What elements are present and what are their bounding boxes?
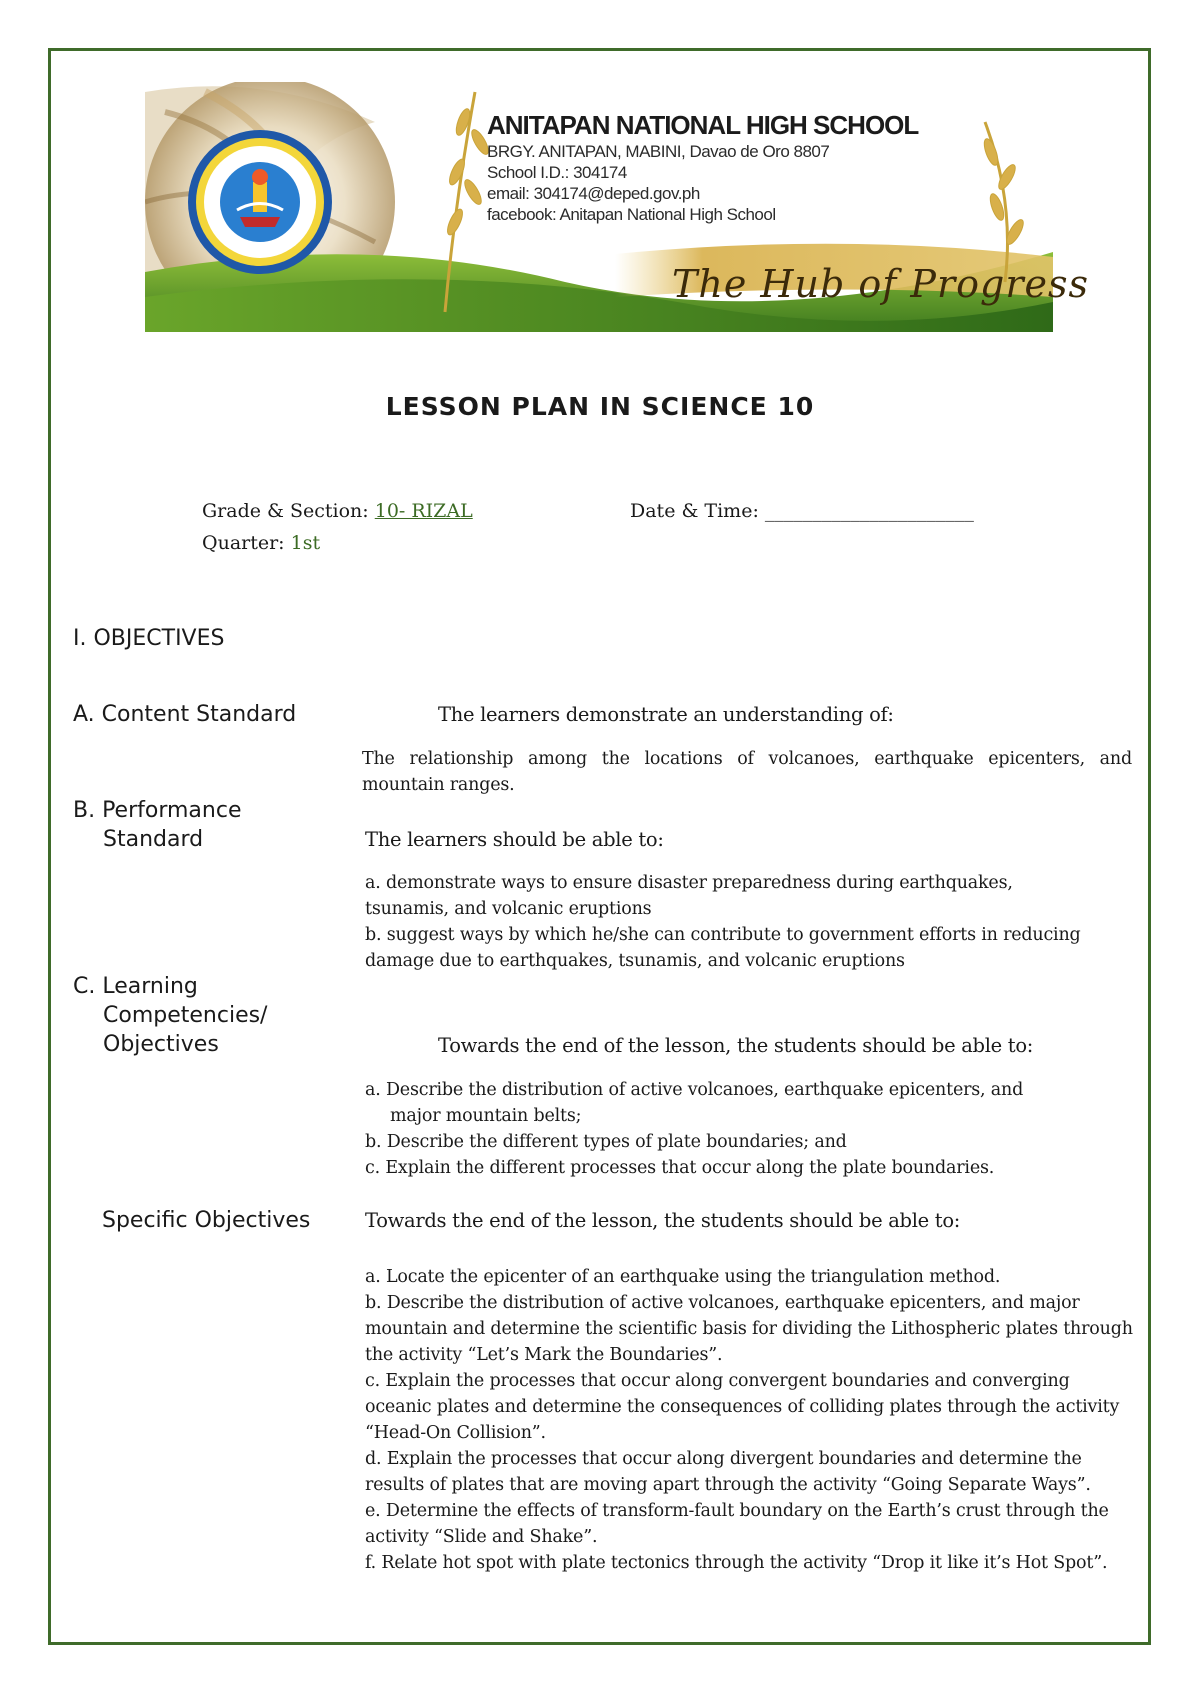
specific-objective-item: c. Explain the processes that occur along convergent boundaries and converging oceanic plates and determine the consequences of colliding plates through the activity “Head-On Collision”. (365, 1371, 1120, 1443)
specific-objective-item: a. Locate the epicenter of an earthquake using the triangulation method. (365, 1267, 1001, 1287)
school-name: ANITAPAN NATIONAL HIGH SCHOOL (487, 110, 919, 140)
performance-standard-label (73, 796, 242, 854)
competency-item: major mountain belts; (390, 1106, 582, 1126)
document-title: LESSON PLAN IN SCIENCE 10 (385, 392, 815, 421)
date-time (630, 500, 974, 522)
competencies-label-line1: C. Learning (73, 974, 198, 999)
specific-objective-item: f. Relate hot spot with plate tectonics through the activity “Drop it like it’s Hot Spot”. (365, 1553, 1108, 1573)
school-seal (188, 130, 332, 274)
school-email: email: 304174@deped.gov.ph (487, 184, 700, 203)
specific-objectives-items (365, 1264, 1135, 1576)
competency-item: b. Describe the different types of plate boundaries; and (365, 1132, 847, 1152)
competency-item: a. Describe the distribution of active volcanoes, earthquake epicenters, and (365, 1080, 1024, 1100)
learning-competencies-label (73, 972, 267, 1059)
content-standard-lead: The learners demonstrate an understanding of: (438, 703, 894, 726)
specific-objective-item: b. Describe the distribution of active volcanoes, earthquake epicenters, and major mountain and determine the scientific basis for dividing the Lithospheric plates through the activity “Let’s Mark the Boundaries”. (365, 1293, 1133, 1365)
objectives-heading: I. OBJECTIVES (73, 626, 225, 651)
specific-objective-item: e. Determine the effects of transform-fault boundary on the Earth’s crust through the activity “Slide and Shake”. (365, 1501, 1109, 1547)
performance-label-line2: Standard (103, 827, 204, 852)
grade-section (202, 500, 473, 522)
performance-item: b. suggest ways by which he/she can contribute to government efforts in reducing damage due to earthquakes, tsunamis, and volcanic eruptions (365, 925, 1081, 971)
learning-competencies-items (365, 1077, 1125, 1181)
date-value: ______________________ (764, 500, 974, 522)
grade-label: Grade & Section: (202, 500, 369, 522)
school-facebook: facebook: Anitapan National High School (487, 205, 776, 224)
school-id: School I.D.: 304174 (487, 163, 627, 182)
specific-objective-item: d. Explain the processes that occur along divergent boundaries and determine the results of plates that are moving apart through the activity “Going Separate Ways”. (365, 1449, 1091, 1495)
performance-standard-items (365, 870, 1085, 974)
specific-objectives-label: Specific Objectives (102, 1208, 311, 1233)
learning-competencies-lead: Towards the end of the lesson, the students should be able to: (438, 1034, 1034, 1057)
performance-item: a. demonstrate ways to ensure disaster preparedness during earthquakes, tsunamis, and volcanic eruptions (365, 873, 1013, 919)
competency-item: c. Explain the different processes that occur along the plate boundaries. (365, 1158, 995, 1178)
competencies-label-line2: Competencies/ (103, 1003, 268, 1028)
school-info (487, 110, 918, 225)
content-standard-text: The relationship among the locations of volcanoes, earthquake epicenters, and mountain ranges. (362, 749, 1132, 795)
content-standard-label: A. Content Standard (73, 702, 297, 727)
quarter-value: 1st (290, 532, 321, 554)
specific-objectives-lead: Towards the end of the lesson, the students should be able to: (365, 1209, 961, 1232)
date-label: Date & Time: (630, 500, 759, 522)
school-address: BRGY. ANITAPAN, MABINI, Davao de Oro 8807 (487, 142, 830, 161)
performance-standard-lead: The learners should be able to: (365, 828, 664, 851)
performance-label-line1: B. Performance (73, 798, 242, 823)
quarter (202, 532, 320, 554)
grade-value: 10- RIZAL (374, 500, 473, 522)
quarter-label: Quarter: (202, 532, 285, 554)
competencies-label-line3: Objectives (103, 1032, 219, 1057)
school-motto: The Hub of Progress (672, 262, 1090, 306)
